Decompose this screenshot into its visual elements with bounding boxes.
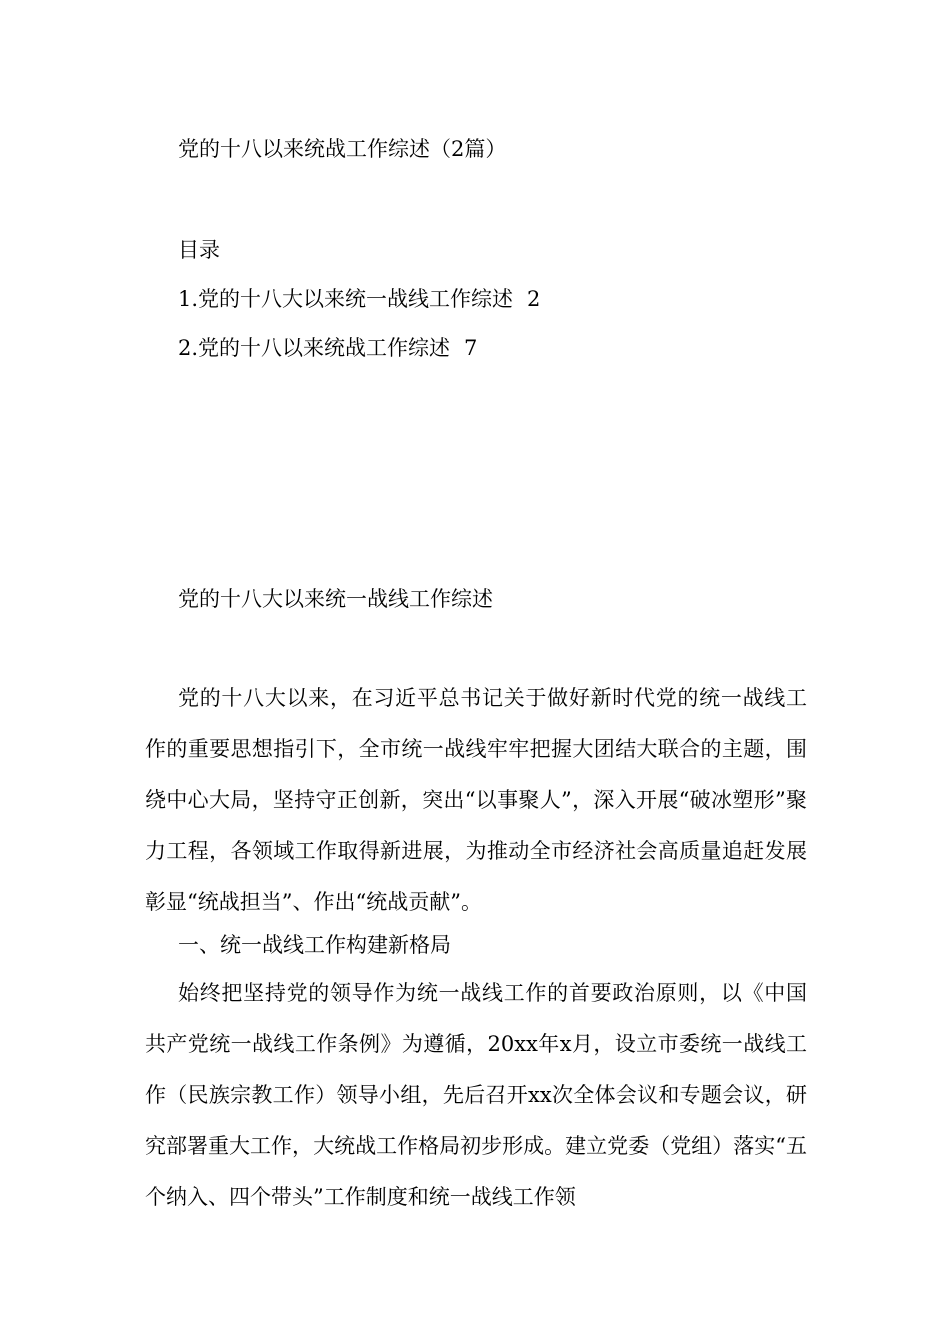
- body-paragraph: 党的十八大以来，在习近平总书记关于做好新时代党的统一战线工作的重要思想指引下，全市统一战线牢牢把握大团结大联合的主题，围绕中心大局，坚持守正创新，突出“以事聚人”，深入开展“破冰塑形”聚力工程，各领域工作取得新进展，为推动全市经济社会高质量追赶发展彰显“统战担当”、作出“统战贡献”。: [145, 686, 807, 914]
- toc-heading: 目录: [178, 238, 220, 262]
- toc-item[interactable]: [178, 333, 477, 363]
- subsection-heading: 一、统一战线工作构建新格局: [178, 933, 451, 957]
- toc-item-label: 2.党的十八以来统战工作综述: [178, 336, 451, 360]
- body-paragraph: 始终把坚持党的领导作为统一战线工作的首要政治原则，以《中国共产党统一战线工作条例》为遵循，20xx年x月，设立市委统一战线工作（民族宗教工作）领导小组，先后召开xx次全体会议和专题会议，研究部署重大工作，大统战工作格局初步形成。建立党委（党组）落实“五个纳入、四个带头”工作制度和统一战线工作领: [145, 981, 807, 1209]
- toc-item[interactable]: [178, 284, 540, 314]
- toc-item-page: 7: [464, 336, 478, 360]
- toc-item-page: 2: [527, 287, 541, 311]
- toc-item-label: 1.党的十八大以来统一战线工作综述: [178, 287, 514, 311]
- document-title: 党的十八以来统战工作综述（2篇）: [178, 137, 507, 161]
- section-title: 党的十八大以来统一战线工作综述: [178, 587, 493, 611]
